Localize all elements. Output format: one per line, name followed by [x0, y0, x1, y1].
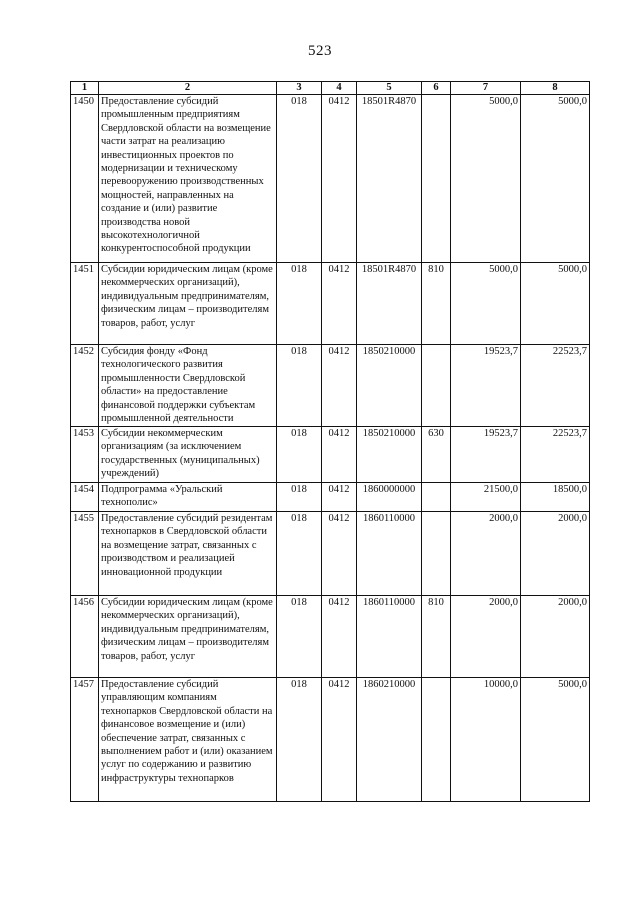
- section-code: 0412: [322, 345, 357, 427]
- table-row: [71, 263, 590, 345]
- amount-year-2: 18500,0: [521, 483, 590, 512]
- row-number: 1455: [71, 512, 99, 596]
- section-code: 0412: [322, 483, 357, 512]
- target-code: 1850210000: [357, 345, 422, 427]
- amount-year-1: 19523,7: [451, 427, 521, 483]
- row-number: 1456: [71, 596, 99, 678]
- row-name: Подпрограмма «Уральский технополис»: [99, 483, 277, 512]
- amount-year-1: 19523,7: [451, 345, 521, 427]
- budget-table: [70, 81, 590, 802]
- target-code: 1860210000: [357, 678, 422, 802]
- section-code: 0412: [322, 427, 357, 483]
- amount-year-1: 5000,0: [451, 263, 521, 345]
- row-name: Субсидии некоммерческим организациям (за исключением государственных (муниципальных) учреждений): [99, 427, 277, 483]
- expense-type-code: [422, 512, 451, 596]
- section-code: 0412: [322, 95, 357, 263]
- expense-type-code: [422, 95, 451, 263]
- row-name: Субсидия фонду «Фонд технологического развития промышленности Свердловской области» на предоставление финансовой поддержки субъектам промышленной деятельности: [99, 345, 277, 427]
- ministry-code: 018: [277, 427, 322, 483]
- row-number: 1451: [71, 263, 99, 345]
- table-row: [71, 427, 590, 483]
- header-col-4: 4: [322, 82, 357, 95]
- ministry-code: 018: [277, 263, 322, 345]
- page-number: 523: [308, 43, 332, 59]
- amount-year-2: 5000,0: [521, 678, 590, 802]
- table-row: [71, 596, 590, 678]
- amount-year-2: 2000,0: [521, 596, 590, 678]
- ministry-code: 018: [277, 345, 322, 427]
- expense-type-code: 810: [422, 263, 451, 345]
- target-code: 18501R4870: [357, 263, 422, 345]
- header-col-7: 7: [451, 82, 521, 95]
- header-col-5: 5: [357, 82, 422, 95]
- target-code: 1860110000: [357, 512, 422, 596]
- section-code: 0412: [322, 263, 357, 345]
- row-name: Субсидии юридическим лицам (кроме некоммерческих организаций), индивидуальным предпринимателям, физическим лицам – производителям товаров, работ, услуг: [99, 596, 277, 678]
- row-name: Предоставление субсидий управляющим компаниям технопарков Свердловской области на финансовое возмещение и (или) обеспечение затрат, связанных с выполнением работ и (или) оказанием услуг по содержанию и развитию инфраструктуры технопарков: [99, 678, 277, 802]
- amount-year-2: 2000,0: [521, 512, 590, 596]
- row-name: Субсидии юридическим лицам (кроме некоммерческих организаций), индивидуальным предпринимателям, физическим лицам – производителям товаров, работ, услуг: [99, 263, 277, 345]
- row-number: 1457: [71, 678, 99, 802]
- section-code: 0412: [322, 678, 357, 802]
- row-number: 1454: [71, 483, 99, 512]
- table-row: [71, 95, 590, 263]
- table-row: [71, 678, 590, 802]
- expense-type-code: 810: [422, 596, 451, 678]
- ministry-code: 018: [277, 596, 322, 678]
- amount-year-2: 22523,7: [521, 427, 590, 483]
- row-number: 1450: [71, 95, 99, 263]
- target-code: 1860110000: [357, 596, 422, 678]
- row-name: Предоставление субсидий резидентам технопарков в Свердловской области на возмещение затрат, связанных с производством и реализацией инновационной продукции: [99, 512, 277, 596]
- ministry-code: 018: [277, 483, 322, 512]
- amount-year-1: 21500,0: [451, 483, 521, 512]
- expense-type-code: [422, 678, 451, 802]
- table-row: [71, 512, 590, 596]
- table-row: [71, 483, 590, 512]
- ministry-code: 018: [277, 678, 322, 802]
- target-code: 18501R4870: [357, 95, 422, 263]
- header-row: [71, 82, 590, 95]
- amount-year-2: 5000,0: [521, 263, 590, 345]
- section-code: 0412: [322, 512, 357, 596]
- header-col-8: 8: [521, 82, 590, 95]
- section-code: 0412: [322, 596, 357, 678]
- header-col-1: 1: [71, 82, 99, 95]
- expense-type-code: [422, 483, 451, 512]
- amount-year-1: 5000,0: [451, 95, 521, 263]
- table-row: [71, 345, 590, 427]
- header-col-3: 3: [277, 82, 322, 95]
- row-number: 1452: [71, 345, 99, 427]
- amount-year-1: 2000,0: [451, 512, 521, 596]
- ministry-code: 018: [277, 95, 322, 263]
- expense-type-code: [422, 345, 451, 427]
- expense-type-code: 630: [422, 427, 451, 483]
- ministry-code: 018: [277, 512, 322, 596]
- amount-year-1: 2000,0: [451, 596, 521, 678]
- amount-year-2: 22523,7: [521, 345, 590, 427]
- amount-year-2: 5000,0: [521, 95, 590, 263]
- amount-year-1: 10000,0: [451, 678, 521, 802]
- header-col-2: 2: [99, 82, 277, 95]
- target-code: 1860000000: [357, 483, 422, 512]
- header-col-6: 6: [422, 82, 451, 95]
- target-code: 1850210000: [357, 427, 422, 483]
- row-number: 1453: [71, 427, 99, 483]
- row-name: Предоставление субсидий промышленным предприятиям Свердловской области на возмещение части затрат на реализацию инвестиционных проектов по модернизации и техническому перевооружению производственных мощностей, направленных на создание и (или) развитие производства новой высокотехнологичной конкурентоспособной продукции: [99, 95, 277, 263]
